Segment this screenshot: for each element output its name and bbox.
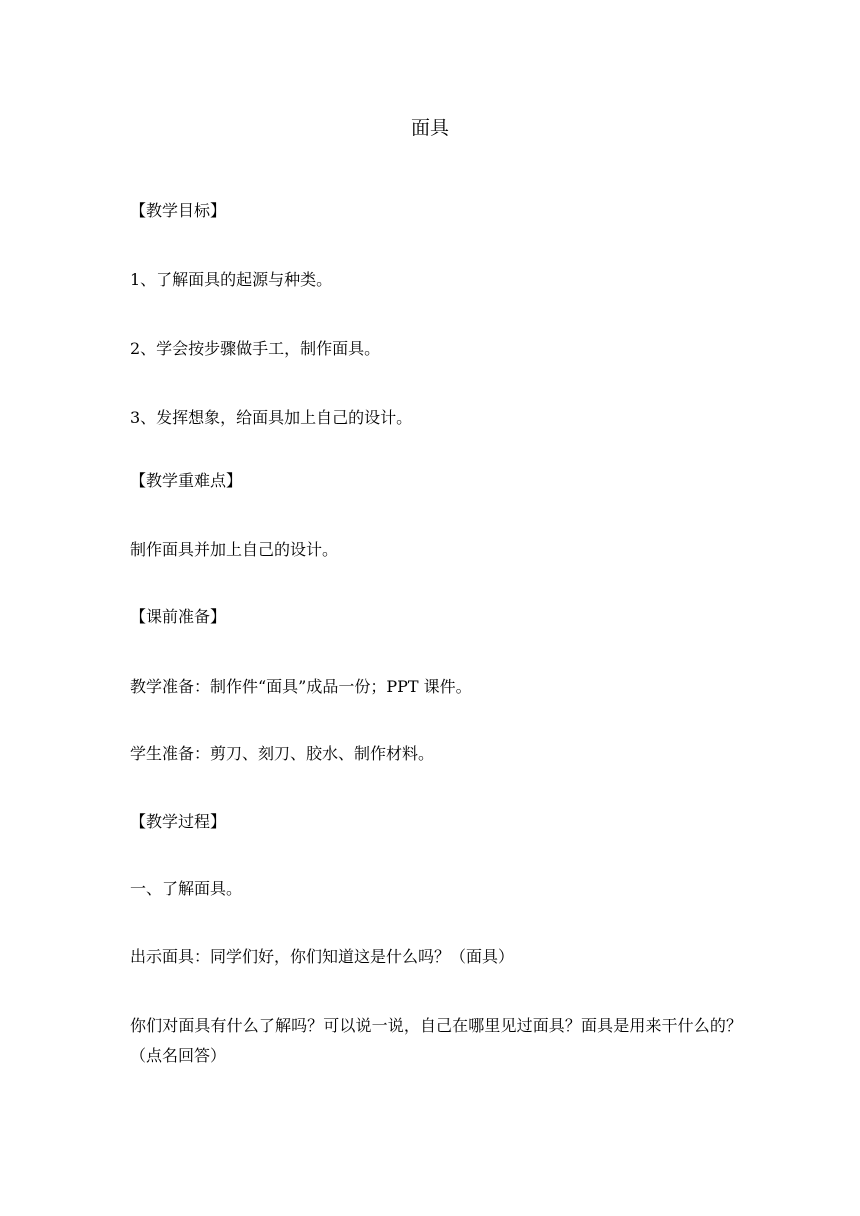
heading-preparation: 【课前准备】 [130, 607, 227, 626]
teacher-preparation: 教学准备：制作件“面具”成品一份；PPT 课件。 [130, 677, 472, 696]
heading-teaching-objectives: 【教学目标】 [130, 201, 227, 220]
document-title: 面具 [410, 117, 449, 139]
process-step-1: 一、了解面具。 [130, 879, 243, 898]
process-intro-text: 出示面具：同学们好，你们知道这是什么吗？（面具） [130, 947, 515, 966]
process-question-paragraph: 你们对面具有什么了解吗？可以说一说，自己在哪里见过面具？面具是用来干什么的？（点名回答） [130, 1016, 742, 1065]
key-difficulty-text: 制作面具并加上自己的设计。 [130, 540, 339, 559]
heading-teaching-process: 【教学过程】 [130, 812, 227, 831]
objective-1: 1、了解面具的起源与种类。 [130, 270, 333, 289]
objective-2: 2、学会按步骤做手工，制作面具。 [130, 339, 381, 358]
objective-3: 3、发挥想象，给面具加上自己的设计。 [130, 408, 413, 427]
heading-key-difficulties: 【教学重难点】 [130, 471, 243, 490]
student-preparation: 学生准备：剪刀、刻刀、胶水、制作材料。 [130, 744, 435, 763]
